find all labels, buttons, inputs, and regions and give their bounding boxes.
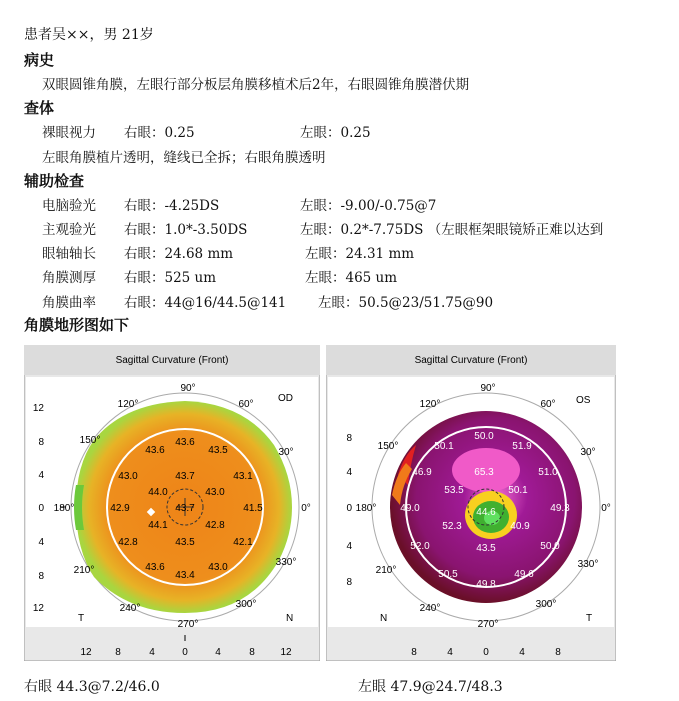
value-label: 43.6 xyxy=(145,445,165,456)
value-label: 43.0 xyxy=(118,471,138,482)
angle-label: 30° xyxy=(278,447,294,458)
nasal-label: N xyxy=(286,613,294,624)
eye-label: OD xyxy=(278,393,293,404)
value-label: 51.0 xyxy=(538,467,558,478)
value-label: 43.1 xyxy=(233,471,253,482)
value-label: 43.5 xyxy=(476,543,496,554)
aux-label: 电脑验光 xyxy=(42,198,96,214)
value-label: 49.3 xyxy=(550,503,570,514)
value-label: 50.0 xyxy=(474,431,494,442)
value-label: 50.5 xyxy=(438,569,458,580)
x-tick: 8 xyxy=(555,647,561,658)
x-tick: 8 xyxy=(249,647,255,658)
angle-label: 180° xyxy=(355,503,377,514)
value-label: 42.1 xyxy=(233,537,253,548)
topography-heading: 角膜地形图如下 xyxy=(24,316,130,334)
value-label: 40.9 xyxy=(510,521,530,532)
x-tick: 8 xyxy=(411,647,417,658)
angle-label: 180° xyxy=(53,503,75,514)
value-label: 43.0 xyxy=(208,562,228,573)
x-tick: 12 xyxy=(280,647,292,658)
value-label: 43.7 xyxy=(175,503,195,514)
topography-map-os xyxy=(326,345,616,661)
y-tick: 0 xyxy=(38,503,44,514)
temporal-label: N xyxy=(380,613,388,624)
aux-label: 角膜曲率 xyxy=(42,295,96,311)
value-label: 43.4 xyxy=(175,570,195,581)
value-label: 51.9 xyxy=(512,441,532,452)
aux-right: 右眼：-4.25DS xyxy=(124,198,220,214)
value-label: 46.9 xyxy=(412,467,432,478)
value-label: 43.5 xyxy=(208,445,228,456)
x-tick: 4 xyxy=(215,647,221,658)
angle-label: 330° xyxy=(577,559,599,570)
topography-map-od xyxy=(24,345,320,661)
value-label: 49.8 xyxy=(476,579,496,590)
vision-right: 右眼：0.25 xyxy=(124,125,195,141)
aux-label: 眼轴轴长 xyxy=(42,246,96,262)
y-tick: 0 xyxy=(346,503,352,514)
y-tick: 8 xyxy=(346,433,352,444)
angle-label: 120° xyxy=(117,399,139,410)
x-tick: 0 xyxy=(182,647,188,658)
y-tick: 4 xyxy=(38,470,44,481)
value-label: 65.3 xyxy=(474,467,494,478)
angle-label: 0° xyxy=(301,503,311,514)
angle-label: 300° xyxy=(235,599,257,610)
angle-label: 330° xyxy=(275,557,297,568)
nasal-label: T xyxy=(586,613,593,624)
angle-label: 240° xyxy=(419,603,441,614)
aux-right: 右眼：525 um xyxy=(124,270,217,286)
value-label: 50.1 xyxy=(508,485,528,496)
vision-label: 裸眼视力 xyxy=(42,125,96,141)
value-label: 42.8 xyxy=(205,520,225,531)
value-label: 50.1 xyxy=(434,441,454,452)
value-label: 42.8 xyxy=(118,537,138,548)
angle-label: 150° xyxy=(79,435,101,446)
y-tick: 12 xyxy=(32,403,44,414)
x-tick: 12 xyxy=(80,647,92,658)
history-text: 双眼圆锥角膜，左眼行部分板层角膜移植术后2年，右眼圆锥角膜潜伏期 xyxy=(42,77,470,93)
temporal-label: T xyxy=(78,613,85,624)
angle-label: 240° xyxy=(119,603,141,614)
patient-info: 患者吴××，男 21岁 xyxy=(24,27,154,43)
angle-label: 90° xyxy=(180,383,196,394)
y-tick: 12 xyxy=(32,603,44,614)
angle-label: 60° xyxy=(238,399,254,410)
aux-left: 左眼：0.2*-7.75DS （左眼框架眼镜矫正难以达到 xyxy=(300,222,604,238)
value-label: 50.0 xyxy=(540,541,560,552)
value-label: 43.6 xyxy=(175,437,195,448)
value-label: 44.0 xyxy=(148,487,168,498)
value-label: 52.3 xyxy=(442,521,462,532)
angle-label: 210° xyxy=(375,565,397,576)
y-tick: 8 xyxy=(38,437,44,448)
aux-left: 左眼：24.31 mm xyxy=(305,246,415,262)
value-label: 43.6 xyxy=(145,562,165,573)
value-label: 49.0 xyxy=(400,503,420,514)
exam-heading: 查体 xyxy=(24,99,55,117)
aux-heading: 辅助检查 xyxy=(24,172,85,190)
value-label: 43.0 xyxy=(205,487,225,498)
angle-label: 270° xyxy=(477,619,499,630)
value-label: 53.5 xyxy=(444,485,464,496)
y-tick: 4 xyxy=(38,537,44,548)
angle-label: 270° xyxy=(177,619,199,630)
angle-label: 150° xyxy=(377,441,399,452)
angle-label: 60° xyxy=(540,399,556,410)
y-tick: 8 xyxy=(38,571,44,582)
map-title: Sagittal Curvature (Front) xyxy=(115,355,229,366)
aux-left: 左眼：465 um xyxy=(305,270,398,286)
value-label: 41.5 xyxy=(243,503,263,514)
caption-left-eye: 左眼 47.9@24.7/48.3 xyxy=(358,679,503,695)
history-heading: 病史 xyxy=(24,51,55,69)
angle-label: 120° xyxy=(419,399,441,410)
cornea-text: 左眼角膜植片透明，缝线已全拆；右眼角膜透明 xyxy=(42,150,326,166)
value-label: 43.7 xyxy=(175,471,195,482)
aux-right: 右眼：44@16/44.5@141 xyxy=(124,295,287,311)
value-label: 44.1 xyxy=(148,520,168,531)
x-tick: 8 xyxy=(115,647,121,658)
value-label: 44.6 xyxy=(476,507,496,518)
angle-label: 210° xyxy=(73,565,95,576)
map-title: Sagittal Curvature (Front) xyxy=(414,355,528,366)
aux-label: 主观验光 xyxy=(42,222,96,238)
aux-right: 右眼：1.0*-3.50DS xyxy=(124,222,248,238)
aux-label: 角膜测厚 xyxy=(42,270,96,286)
angle-label: 90° xyxy=(480,383,496,394)
x-tick: 0 xyxy=(483,647,489,658)
vision-left: 左眼：0.25 xyxy=(300,125,371,141)
x-tick: 4 xyxy=(149,647,155,658)
y-tick: 8 xyxy=(346,577,352,588)
caption-right-eye: 右眼 44.3@7.2/46.0 xyxy=(24,679,160,695)
eye-label: OS xyxy=(576,395,591,406)
angle-label: 30° xyxy=(580,447,596,458)
x-tick: 4 xyxy=(519,647,525,658)
angle-label: 300° xyxy=(535,599,557,610)
x-tick: 4 xyxy=(447,647,453,658)
angle-label: 0° xyxy=(601,503,611,514)
y-tick: 4 xyxy=(346,541,352,552)
aux-right: 右眼：24.68 mm xyxy=(124,246,234,262)
y-tick: 4 xyxy=(346,467,352,478)
value-label: 52.0 xyxy=(410,541,430,552)
aux-left: 左眼：50.5@23/51.75@90 xyxy=(318,295,494,311)
value-label: 49.6 xyxy=(514,569,534,580)
aux-left: 左眼：-9.00/-0.75@7 xyxy=(300,198,437,214)
value-label: 43.5 xyxy=(175,537,195,548)
value-label: 42.9 xyxy=(110,503,130,514)
